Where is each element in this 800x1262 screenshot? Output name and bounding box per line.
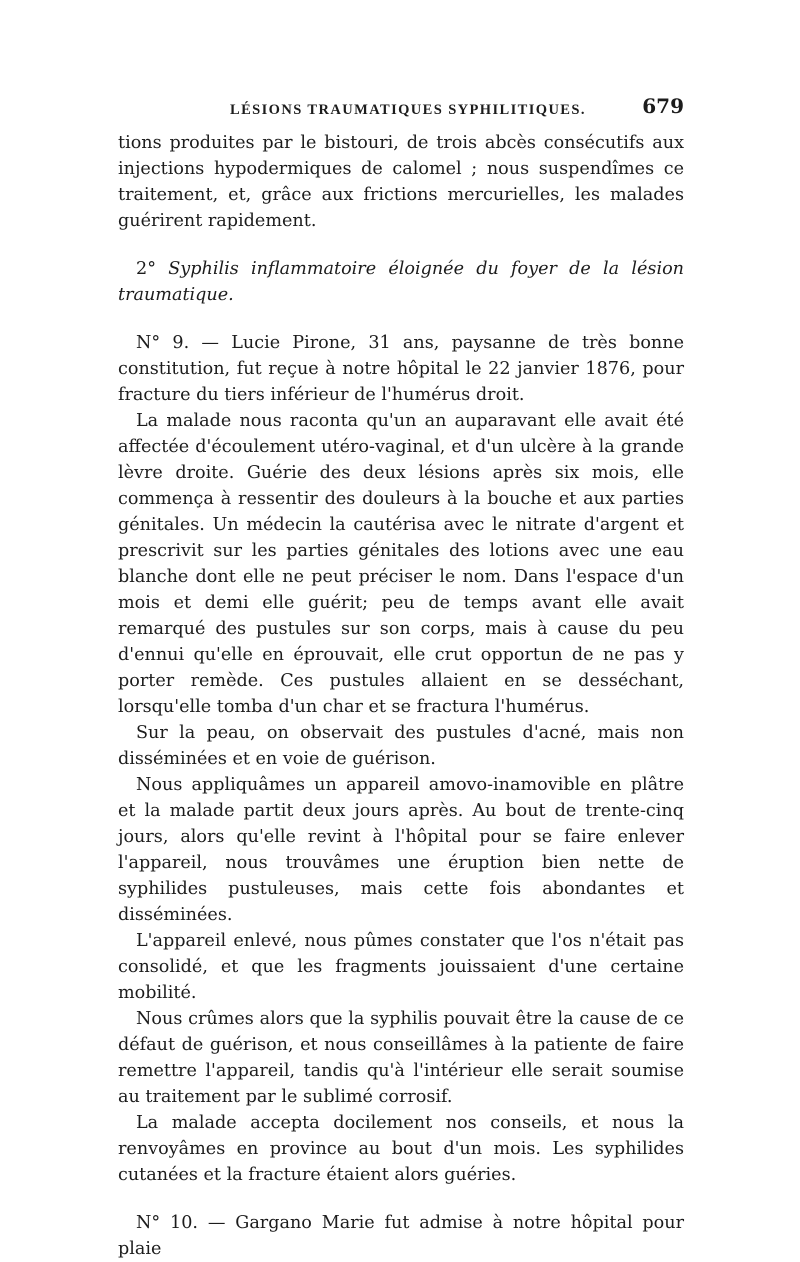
section-title: Syphilis inflammatoire éloignée du foyer de la lésion traumatique.: [118, 259, 684, 305]
case-9-consolidation: L'appareil enlevé, nous pûmes constater que l'os n'était pas consolidé, et que les fragments jouissaient d'une certaine mobilité.: [118, 931, 684, 1003]
case-9-advice: Nous crûmes alors que la syphilis pouvait être la cause de ce défaut de guérison, et nous conseillâmes à la patiente de faire remettre l'appareil, tandis qu'à l'intérieur elle serait soumise au traitement par le sublimé corrosif.: [118, 1009, 684, 1107]
case-9-history: La malade nous raconta qu'un an auparavant elle avait été affectée d'écoulement utéro-vaginal, et d'un ulcère à la grande lèvre droite. Guérie des deux lésions après six mois, elle commença à ressentir des douleurs à la bouche et aux parties génitales. Un médecin la cautérisa avec le nitrate d'argent et prescrivit sur les parties génitales des lotions avec une eau blanche dont elle ne peut préciser le nom. Dans l'espace d'un mois et demi elle guérit; peu de temps avant elle avait remarqué des pustules sur son corps, mais à cause du peu d'ennui qu'elle en éprouvait, elle crut opportun de ne pas y porter remède. Ces pustules allaient en se desséchant, lorsqu'elle tomba d'un char et se fractura l'humérus.: [118, 411, 684, 717]
running-title: LÉSIONS TRAUMATIQUES SYPHILITIQUES.: [230, 102, 586, 118]
page-body: [118, 130, 684, 1262]
paragraph-continuation: tions produites par le bistouri, de trois abcès consécutifs aux injections hypodermiques de calomel ; nous suspendîmes ce traitement, et, grâce aux frictions mercurielles, les malades guérirent rapidement.: [118, 133, 684, 231]
case-9-treatment: Nous appliquâmes un appareil amovo-inamovible en plâtre et la malade partit deux jours après. Au bout de trente-cinq jours, alors qu'elle revint à l'hôpital pour se faire enlever l'appareil, nous trouvâmes une éruption bien nette de syphilides pustuleuses, mais cette fois abondantes et disséminées.: [118, 775, 684, 925]
section-number: 2°: [136, 259, 156, 279]
case-9-intro: N° 9. — Lucie Pirone, 31 ans, paysanne de très bonne constitution, fut reçue à notre hôpital le 22 janvier 1876, pour fracture du tiers inférieur de l'humérus droit.: [118, 333, 684, 405]
case-9-outcome: La malade accepta docilement nos conseils, et nous la renvoyâmes en province au bout d'un mois. Les syphilides cutanées et la fracture étaient alors guéries.: [118, 1113, 684, 1185]
page-header: [118, 92, 684, 126]
case-9-skin: Sur la peau, on observait des pustules d'acné, mais non disséminées et en voie de guérison.: [118, 723, 684, 769]
page-number: 679: [642, 94, 684, 118]
case-10-intro: N° 10. — Gargano Marie fut admise à notre hôpital pour plaie: [118, 1213, 684, 1259]
section-heading: [118, 256, 684, 308]
